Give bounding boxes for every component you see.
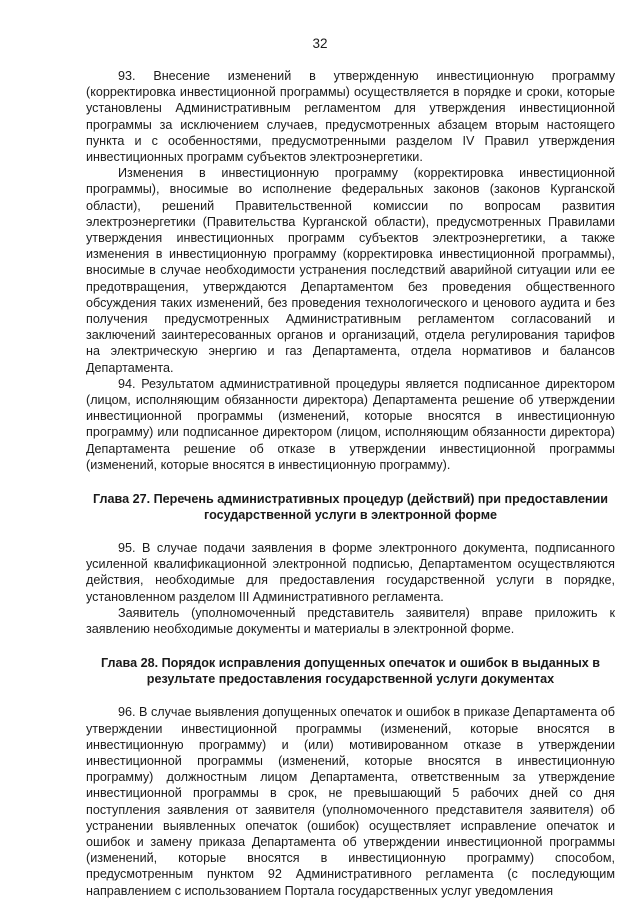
paragraph-96: 96. В случае выявления допущенных опечаток и ошибок в приказе Департамента об утверждении инвестиционной программы (изменений, которые вносятся в инвестиционную программу) и (или) мотивированном отказе в утверждении инвестиционной программы (изменений, которые вносятся в инвестиционную программу) должностным лицом Департамента, ответственным за утверждение инвестиционной программы в срок, не превышающий 5 рабочих дней со дня поступления заявления от заявителя (уполномоченного представителя заявителя) об устранении выявленных опечаток (ошибок) осуществляет исправление опечаток и ошибок и замену приказа Департамента об утверждении инвестиционной программы (изменений, которые вносятся в инвестиционную программу) способом, предусмотренным пунктом 92 Административного регламента (с последующим направлением с использованием Портала государственных услуг уведомления bbox=[86, 705, 615, 898]
spacer bbox=[86, 473, 615, 491]
paragraph-93: 93. Внесение изменений в утвержденную инвестиционную программу (корректировка инвестиционной программы) осуществляется в порядке и сроки, которые установлены Административным регламентом для утверждения инвестиционной программы за исключением случаев, предусмотренных абзацем вторым настоящего пункта и с особенностями, предусмотренными разделом IV Правил утверждения инвестиционных программ субъектов электроэнергетики. bbox=[86, 69, 615, 165]
page-number: 32 bbox=[312, 36, 328, 51]
spacer bbox=[86, 687, 615, 704]
paragraph-95: 95. В случае подачи заявления в форме электронного документа, подписанного усиленной квалификационной электронной подписью, Департаментом осуществляются действия, необходимые для предоставления государственной услуги в порядке, установленном разделом III Административного регламента. bbox=[86, 541, 615, 604]
paragraph-93-amendments: Изменения в инвестиционную программу (корректировка инвестиционной программы), вносимые во исполнение федеральных законов (законов Курганской области), решений Правительственной комиссии по вопросам развития электроэнергетики (Правительства Курганской области), предусмотренных Правилами утверждения инвестиционных программ субъектов электроэнергетики, а также изменения в инвестиционную программу (корректировка инвестиционной программы), вносимые в случае необходимости устранения последствий аварийной ситуации или ее предотвращения, утверждаются Департаментом без проведения общественного обсуждения таких изменений, без проведения технологического и ценового аудита и без получения предусмотренных Административным регламентом согласований и заключений заинтересованных органов и организаций, отдела регулирования тарифов на электрическую энергию и газ Департамента, отдела нормативов и балансов Департамента. bbox=[86, 166, 615, 375]
spacer bbox=[86, 637, 615, 655]
spacer bbox=[86, 523, 615, 540]
paragraph-95-applicant: Заявитель (уполномоченный представитель заявителя) вправе приложить к заявлению необходимые документы и материалы в электронной форме. bbox=[86, 605, 615, 637]
document-body bbox=[86, 68, 615, 899]
chapter-28-heading: Глава 28. Порядок исправления допущенных опечаток и ошибок в выданных в результате предоставления государственной услуги документах bbox=[101, 656, 600, 687]
paragraph-94: 94. Результатом административной процедуры является подписанное директором (лицом, исполняющим обязанности директора) Департамента решение об утверждении инвестиционной программы (изменений, которые вносятся в инвестиционную программу) или подписанное директором (лицом, исполняющим обязанности директора) Департамента решение об отказе в утверждении инвестиционной программы (изменений, которые вносятся в инвестиционную программу). bbox=[86, 376, 615, 472]
chapter-27-heading: Глава 27. Перечень административных процедур (действий) при предоставлении государственной услуги в электронной форме bbox=[93, 492, 608, 523]
